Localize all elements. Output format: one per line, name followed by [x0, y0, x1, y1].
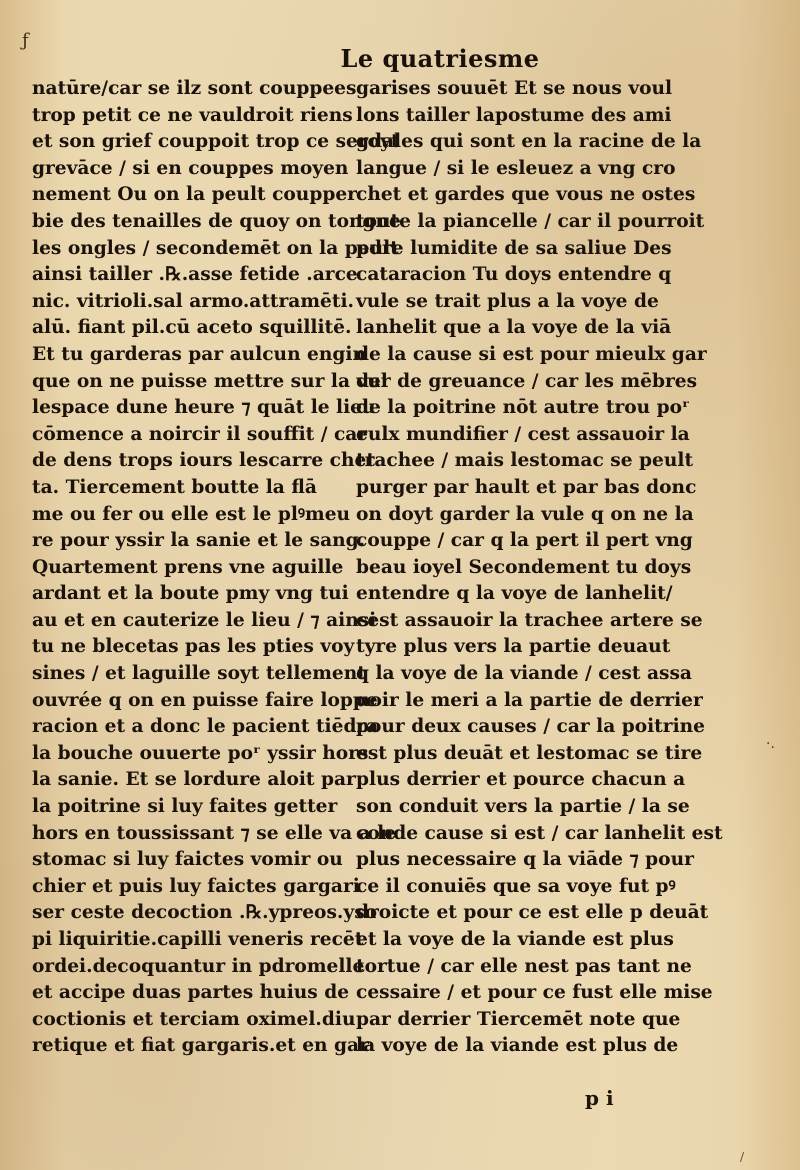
text-line: ainsi tailler .℞.asse fetide .arce	[32, 264, 358, 286]
text-line: toute la piancelle / car il pourroit	[356, 210, 705, 232]
text-line: tu ne blecetas pas les pties voy	[32, 636, 355, 658]
text-line: trop petit ce ne vauldroit riens	[32, 104, 353, 126]
text-line: racion et a donc le pacient tiēdra	[32, 716, 379, 738]
text-line: sines / et laguille soyt tellement	[32, 663, 366, 685]
text-line: garises souuēt Et se nous voul	[356, 78, 673, 99]
text-line: de la poitrine nōt autre trou poʳ	[356, 397, 690, 419]
text-line: me ou fer ou elle est le plꝰmeu	[32, 503, 351, 525]
text-line: chet et gardes que vous ne ostes	[356, 184, 696, 206]
text-line: retique et fiat gargaris.et en gar	[32, 1035, 369, 1057]
text-line: eulx mundifier / cest assauoir la	[356, 423, 690, 445]
text-line: trachee / mais lestomac se peult	[356, 450, 694, 472]
text-line: plus necessaire q la viāde ⁊ pour	[356, 849, 694, 871]
text-line: Et tu garderas par aulcun engin	[32, 343, 366, 365]
left-text-column	[32, 76, 401, 1060]
text-line: hors en toussissant ⁊ se elle va a le	[32, 822, 397, 844]
text-line: ardant et la boute pmy vng tui	[32, 583, 349, 605]
text-line: lons tailler lapostume des ami	[356, 104, 672, 126]
text-line: cessaire / et pour ce fust elle mise	[356, 982, 713, 1004]
text-line: la sanie. Et se lordure aloit par	[32, 769, 356, 791]
text-line: couppe / car q la pert il pert vng	[356, 530, 693, 552]
text-line: q la voye de la viande / cest assa	[356, 663, 692, 685]
text-line: lespace dune heure ⁊ quāt le lieu	[32, 397, 376, 419]
text-line: ser ceste decoction .℞.ypreos.yso	[32, 902, 378, 924]
text-line: ta. Tiercement boutte la flā	[32, 476, 317, 498]
text-line: au et en cauterize le lieu / ⁊ ainsi	[32, 609, 377, 631]
corner-mark: ƒ	[22, 30, 29, 51]
text-line: purger par hault et par bas donc	[356, 476, 697, 498]
text-line: ce il conuiēs que sa voye fut pꝰ	[356, 875, 676, 897]
text-line: de dens trops iours lescarre chet	[32, 450, 375, 472]
text-line: alū. fiant pil.cū aceto squillitē.	[32, 317, 352, 339]
text-line: Quartement prens vne aguille	[32, 556, 344, 578]
text-line: vule se trait plus a la voye de	[356, 290, 659, 312]
margin-mark: ·.	[766, 736, 775, 752]
text-line: entendre q la voye de lanhelit/	[356, 583, 673, 605]
text-line: uoir le meri a la partie de derrier	[356, 689, 703, 711]
text-line: chier et puis luy faictes gargari	[32, 875, 360, 897]
text-line: gdales qui sont en la racine de la	[356, 131, 702, 153]
text-line: natūre/car se ilz sont couppees	[32, 78, 357, 99]
text-line: la voye de la viande est plus de	[356, 1035, 679, 1057]
text-line: pi liquiritie.capilli veneris recēt	[32, 929, 364, 950]
text-line: tyre plus vers la partie deuaut	[356, 636, 671, 658]
text-line: coctionis et terciam oximel.diu	[32, 1008, 356, 1030]
text-line: et son grief couppoit trop ce seroyt	[32, 131, 400, 153]
text-line: cōmence a noircir il souffit / car	[32, 423, 368, 445]
text-line: que on ne puisse mettre sur la vul	[32, 370, 388, 392]
text-line: on doyt garder la vule q on ne la	[356, 503, 694, 525]
text-line: pdre lumidite de sa saliue Des	[356, 237, 672, 259]
right-text-column	[356, 76, 723, 1060]
text-line: nic. vitrioli.sal armo.attramēti.	[32, 290, 354, 312]
text-line: de la cause si est pour mieulx gar	[356, 343, 707, 365]
text-line: les ongles / secondemēt on la peult	[32, 237, 399, 259]
text-line: tortue / car elle nest pas tant ne	[356, 955, 692, 977]
bottom-margin-mark: /	[740, 1150, 745, 1164]
text-line: et la voye de la viande est plus	[356, 929, 674, 950]
text-line: conde cause si est / car lanhelit est	[356, 822, 723, 844]
text-line: ouvrée q on en puisse faire loppe	[32, 689, 378, 711]
text-line: stomac si luy faictes vomir ou	[32, 849, 343, 871]
text-line: son conduit vers la partie / la se	[356, 796, 690, 818]
text-line: est plus deuāt et lestomac se tire	[356, 742, 703, 764]
running-header: Le quatriesme	[340, 44, 540, 73]
text-line: bie des tenailles de quoy on tongne	[32, 210, 401, 232]
text-line: droicte et pour ce est elle p deuāt	[356, 902, 709, 924]
text-line: langue / si le esleuez a vng cro	[356, 157, 676, 179]
signature-mark: p i	[585, 1086, 614, 1110]
text-line: cataracion Tu doys entendre q	[356, 264, 672, 286]
text-line: plus derrier et pource chacun a	[356, 769, 686, 791]
text-line: par derrier Tiercemēt note que	[356, 1008, 681, 1030]
text-line: lanhelit que a la voye de la viā	[356, 317, 672, 339]
text-line: pour deux causes / car la poitrine	[356, 716, 705, 738]
text-line: la poitrine si luy faites getter	[32, 796, 338, 818]
text-line: ordei.decoquantur in pdromelle	[32, 955, 365, 977]
text-line: cest assauoir la trachee artere se	[356, 609, 703, 631]
text-line: nement Ou on la peult coupper	[32, 184, 357, 206]
text-line: grevāce / si en couppes moyen	[32, 157, 349, 179]
text-line: beau ioyel Secondement tu doys	[356, 556, 692, 578]
text-line: et accipe duas partes huius de	[32, 982, 350, 1004]
text-line: la bouche ouuerte poʳ yssir hors	[32, 742, 369, 764]
text-line: re pour yssir la sanie et le sang.	[32, 530, 366, 552]
text-line: der de greuance / car les mēbres	[356, 370, 698, 392]
